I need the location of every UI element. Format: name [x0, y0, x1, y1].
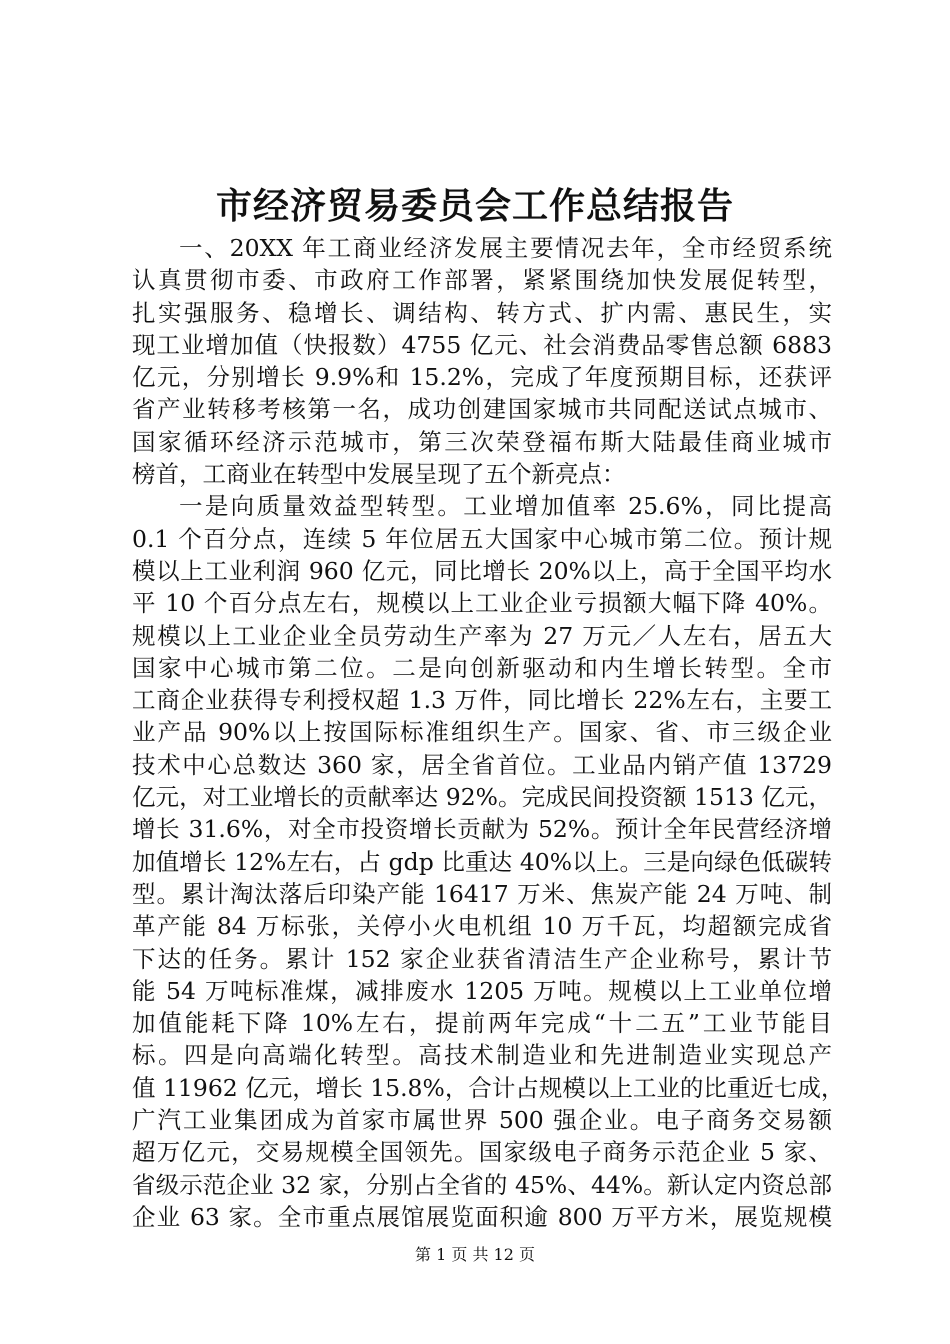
- body-line-17: 技术中心总数达 360 家，居全省首位。工业品内销产值 13729: [132, 750, 832, 779]
- page-number-footer: 第 1 页 共 12 页: [415, 1245, 535, 1264]
- document-body: [132, 232, 845, 1233]
- body-line-20: 加值增长 12%左右，占 gdp 比重达 40%以上。三是向绿色低碳转: [132, 847, 832, 876]
- body-line-10: 0.1 个百分点，连续 5 年位居五大国家中心城市第二位。预计规: [132, 524, 832, 553]
- body-line-31: 企业 63 家。全市重点展馆展览面积逾 800 万平方米，展览规模: [132, 1202, 832, 1231]
- body-line-1: 一、20XX 年工商业经济发展主要情况去年，全市经贸系统: [179, 234, 832, 262]
- body-line-21: 型。累计淘汰落后印染产能 16417 万米、焦炭产能 24 万吨、制: [132, 879, 832, 908]
- body-line-28: 广汽工业集团成为首家市属世界 500 强企业。电子商务交易额: [132, 1106, 832, 1135]
- body-line-5: 亿元，分别增长 9.9%和 15.2%，完成了年度预期目标，还获评: [132, 363, 832, 392]
- body-line-3: 扎实强服务、稳增长、调结构、转方式、扩内需、惠民生，实: [132, 298, 832, 327]
- body-line-26: 标。四是向高端化转型。高技术制造业和先进制造业实现总产: [132, 1041, 832, 1070]
- body-line-30: 省级示范企业 32 家，分别占全省的 45%、44%。新认定内资总部: [132, 1170, 832, 1199]
- body-line-11: 模以上工业利润 960 亿元，同比增长 20%以上，高于全国平均水: [132, 556, 832, 585]
- body-line-22: 革产能 84 万标张，关停小火电机组 10 万千瓦，均超额完成省: [132, 912, 832, 941]
- body-line-7: 国家循环经济示范城市，第三次荣登福布斯大陆最佳商业城市: [132, 427, 832, 456]
- body-line-6: 省产业转移考核第一名，成功创建国家城市共同配送试点城市、: [132, 395, 832, 424]
- body-line-9: 一是向质量效益型转型。工业增加值率 25.6%，同比提高: [179, 492, 832, 521]
- body-line-15: 工商企业获得专利授权超 1.3 万件，同比增长 22%左右，主要工: [132, 686, 832, 715]
- body-line-16: 业产品 90%以上按国际标准组织生产。国家、省、市三级企业: [132, 718, 832, 747]
- body-line-13: 规模以上工业企业全员劳动生产率为 27 万元／人左右，居五大: [132, 621, 832, 650]
- body-line-8: 榜首，工商业在转型中发展呈现了五个新亮点：: [132, 460, 626, 489]
- body-line-24: 能 54 万吨标准煤，减排废水 1205 万吨。规模以上工业单位增: [132, 976, 832, 1005]
- page-title: 市经济贸易委员会工作总结报告: [215, 185, 734, 227]
- body-line-12: 平 10 个百分点左右，规模以上工业企业亏损额大幅下降 40%。: [132, 589, 832, 618]
- body-line-18: 亿元，对工业增长的贡献率达 92%。完成民间投资额 1513 亿元，: [132, 783, 832, 812]
- body-line-25: 加值能耗下降 10%左右，提前两年完成“十二五”工业节能目: [132, 1009, 832, 1038]
- body-line-27: 值 11962 亿元，增长 15.8%，合计占规模以上工业的比重近七成，: [132, 1073, 845, 1102]
- body-line-2: 认真贯彻市委、市政府工作部署，紧紧围绕加快发展促转型，: [132, 266, 832, 295]
- body-line-14: 国家中心城市第二位。二是向创新驱动和内生增长转型。全市: [132, 653, 832, 682]
- body-line-23: 下达的任务。累计 152 家企业获省清洁生产企业称号，累计节: [132, 944, 832, 973]
- body-line-4: 现工业增加值（快报数）4755 亿元、社会消费品零售总额 6883: [132, 330, 832, 359]
- body-line-29: 超万亿元，交易规模全国领先。国家级电子商务示范企业 5 家、: [132, 1138, 832, 1167]
- body-line-19: 增长 31.6%，对全市投资增长贡献为 52%。预计全年民营经济增: [132, 815, 832, 844]
